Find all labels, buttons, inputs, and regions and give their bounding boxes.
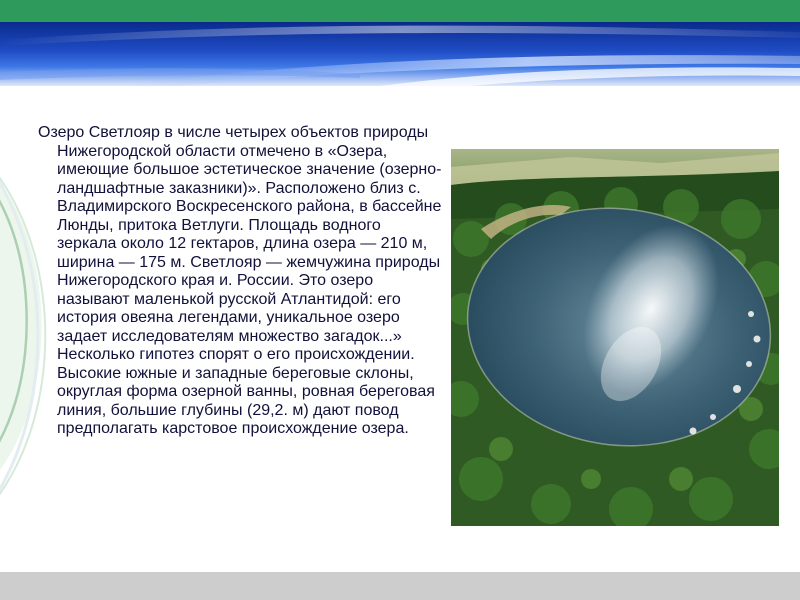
top-green-bar [0,0,800,22]
slide-body-text: Озеро Светлояр в числе четырех объектов природы Нижегородской области отмечено в «Озера, имеющие большое эстетическое значение (озерно-ландшафтные заказники)». Расположено близ с. Владимирского Воскресенского района, в бассейне Люнды, притока Ветлуги. Площадь водного зеркала около 12 гектаров, длина озера — 210 м, ширина — 175 м. Светлояр — жемчужина природы Нижегородского края и. России. Это озеро называют маленькой русской Атлантидой: его история овеяна легендами, уникальное озеро задает исследователям множество загадок...» Несколько гипотез спорят о его происхождении. Высокие южные и западные береговые склоны, округлая форма озерной ванны, ровная береговая линия, большие глубины (29,2. м) дают повод предполагать карстовое происхождение озера. [38,124,442,437]
header-banner [0,22,800,86]
footer-bar [0,572,800,600]
banner-light-streaks [0,22,800,86]
lake-svetloyar-photo [451,149,779,526]
